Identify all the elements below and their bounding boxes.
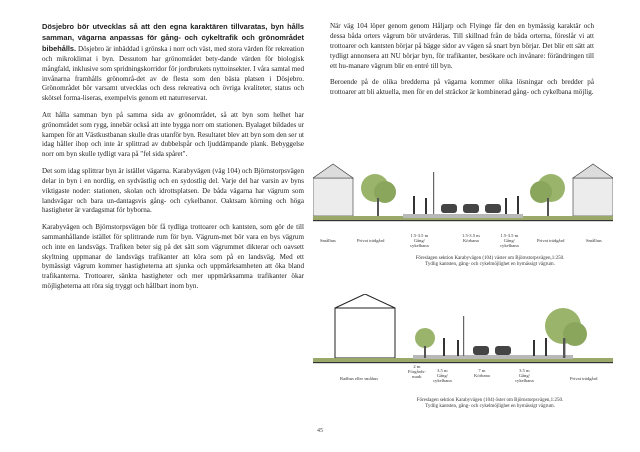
- right-column: [330, 22, 594, 104]
- page-number: 45: [317, 428, 323, 434]
- paragraph-3: Det som idag splittrar byn är istället vägarna. Karabyvägen (väg 104) och Björnstorpsvägen delar in byn i en nordlig, en sydvästlig och en sydostlig del. Varje del har varsin av byns viktigaste noder: stationen, skolan och idrottsplatsen. De båda vägarna har vägrum som landsvägar och bara un-dantagsvis gång- och cykelbanor. Oaktsam körning och höga hastigheter är vardagsmat för byborna.: [42, 166, 304, 215]
- paragraph-right-1: När väg 104 löper genom genom Håljarp och Flyinge får den en bymässig karaktär och dessa båda orters vägrum bör utvärderas. Till skillnad från de båda orterna, föreslår vi att trottoarer och kantsten börjar på bägge sidor av vägen så snart byn börjar. Det blir ett sätt att tydligt annonsera att NU börjar byn, för trafikanter, besökare och invånare: förändringen till ett hu-manare vägrum blir en entré till byn.: [330, 22, 594, 70]
- paragraph-4: Karabyvägen och Björnstorpsvägen bör få tydliga trottoarer och kantsten, som gör de till sammanhållande istället för splittrande rum för byn. Vägrum-met bör vara en bys vägrum och inte en landsvägs. Trafiken beter sig på det sätt som vägrummet dikterar och oavsett skyltning uppmanar de landsvägs trafikanter att köra som på en landsväg. Med ett bymässigt vägrum kommer hastigheterna att sjunka och uppmärksamheten att öka bland trafikanterna. Trottoarer, sänkta hastigheter och mer uppmärksamma trafikanter ökar möjligheterna att röra sig tryggt och hållbart inom byn.: [42, 222, 304, 291]
- intro-lead: Dösjebro bör utvecklas så att den egna karaktären tillvaratas, byn hålls samman, vägarna anpassas för gång- och cykeltrafik och grönområdet bibehålls.: [42, 22, 304, 53]
- section2-label-5: 3.5 m Gång/ cykelbana: [515, 368, 534, 384]
- section2-caption: Föreslagen sektion Karabyvägen (104) öster om Björnstorpsvägen,1:250. Tydlig kantsten, gång- och cykelmöjlighet en bymässigt vägrum.: [416, 398, 564, 410]
- section1-label-3: 1.5-3.5 m Gång/ cykelbana: [410, 233, 429, 249]
- section1-label-2: Privat trädgård: [357, 238, 385, 243]
- street-section-1-illustration: [313, 158, 613, 228]
- section1-label-7: Smålhus: [586, 238, 602, 243]
- section1-label-1: Smålhus: [320, 238, 336, 243]
- paragraph-2: Att hålla samman byn på samma sida av grönområdet, så att byn som helhet har grönområdet som rygg, innebär också att inte bygga norr om stationen. Byalaget bildades ur kampen för att Västkustbanan skulle dras utanför byn. Resultatet blev att byn som den ser ut idag håller ihop och inte är splittrad av dubbelspår och ljuddämpande plank. Bebyggelse norr om byn skulle tydligt vara på "fel sida spåret".: [42, 110, 304, 159]
- section1-caption: Föreslagen sektion Karabyvägen (104) väster om Björnstorpsvägen,1:250. Tydlig kantsten, gång- och cykelmöjlighet en bymässigt vägrum.: [415, 256, 565, 268]
- paragraph-intro: [42, 22, 304, 104]
- street-section-2-illustration: [313, 294, 613, 369]
- left-column: [42, 22, 304, 299]
- section2-label-1: Radhus eller småhus: [340, 376, 379, 381]
- paragraph-right-2: Beroende på de olika bredderna på vägarna kommer olika lösningar och bredder på trottoarer att bli aktuella, men för en del sträckor är kombinerad gång- och cykelbana möjlig.: [330, 78, 594, 96]
- section2-label-2: 2 m Förgårds- mark: [408, 364, 426, 380]
- section1-label-6: Privat trädgård: [537, 238, 565, 243]
- section2-label-4: 7 m Körbana: [474, 368, 490, 379]
- section1-label-5: 1.5-3.5 m Gång/ cykelbana: [500, 233, 519, 249]
- section2-label-3: 3.5 m Gång/ cykelbana: [433, 368, 452, 384]
- section1-label-4: 1.5-3.5 m Körbana: [462, 233, 480, 244]
- section2-label-6: Privat trädgård: [570, 376, 598, 381]
- intro-rest: Dösjebro är inbäddad i grönska i norr och väst, med stora värden för rekreation och mikroklimat i byn. Dessutom har grönområdet bety-dande värden för biologisk mångfald, inklusive som spridningskorridor för jordbrukets nyttoinsekter. I våra samtal med invånarna framhålls grönområ-det av de flesta som den bästa platsen i Dösjebro. Grönområdet bör varsamt utvecklas och dess rekreativa och övriga kvaliteter, status och skötsel forma-liseras, exempelvis genom ett naturreservat.: [42, 44, 304, 103]
